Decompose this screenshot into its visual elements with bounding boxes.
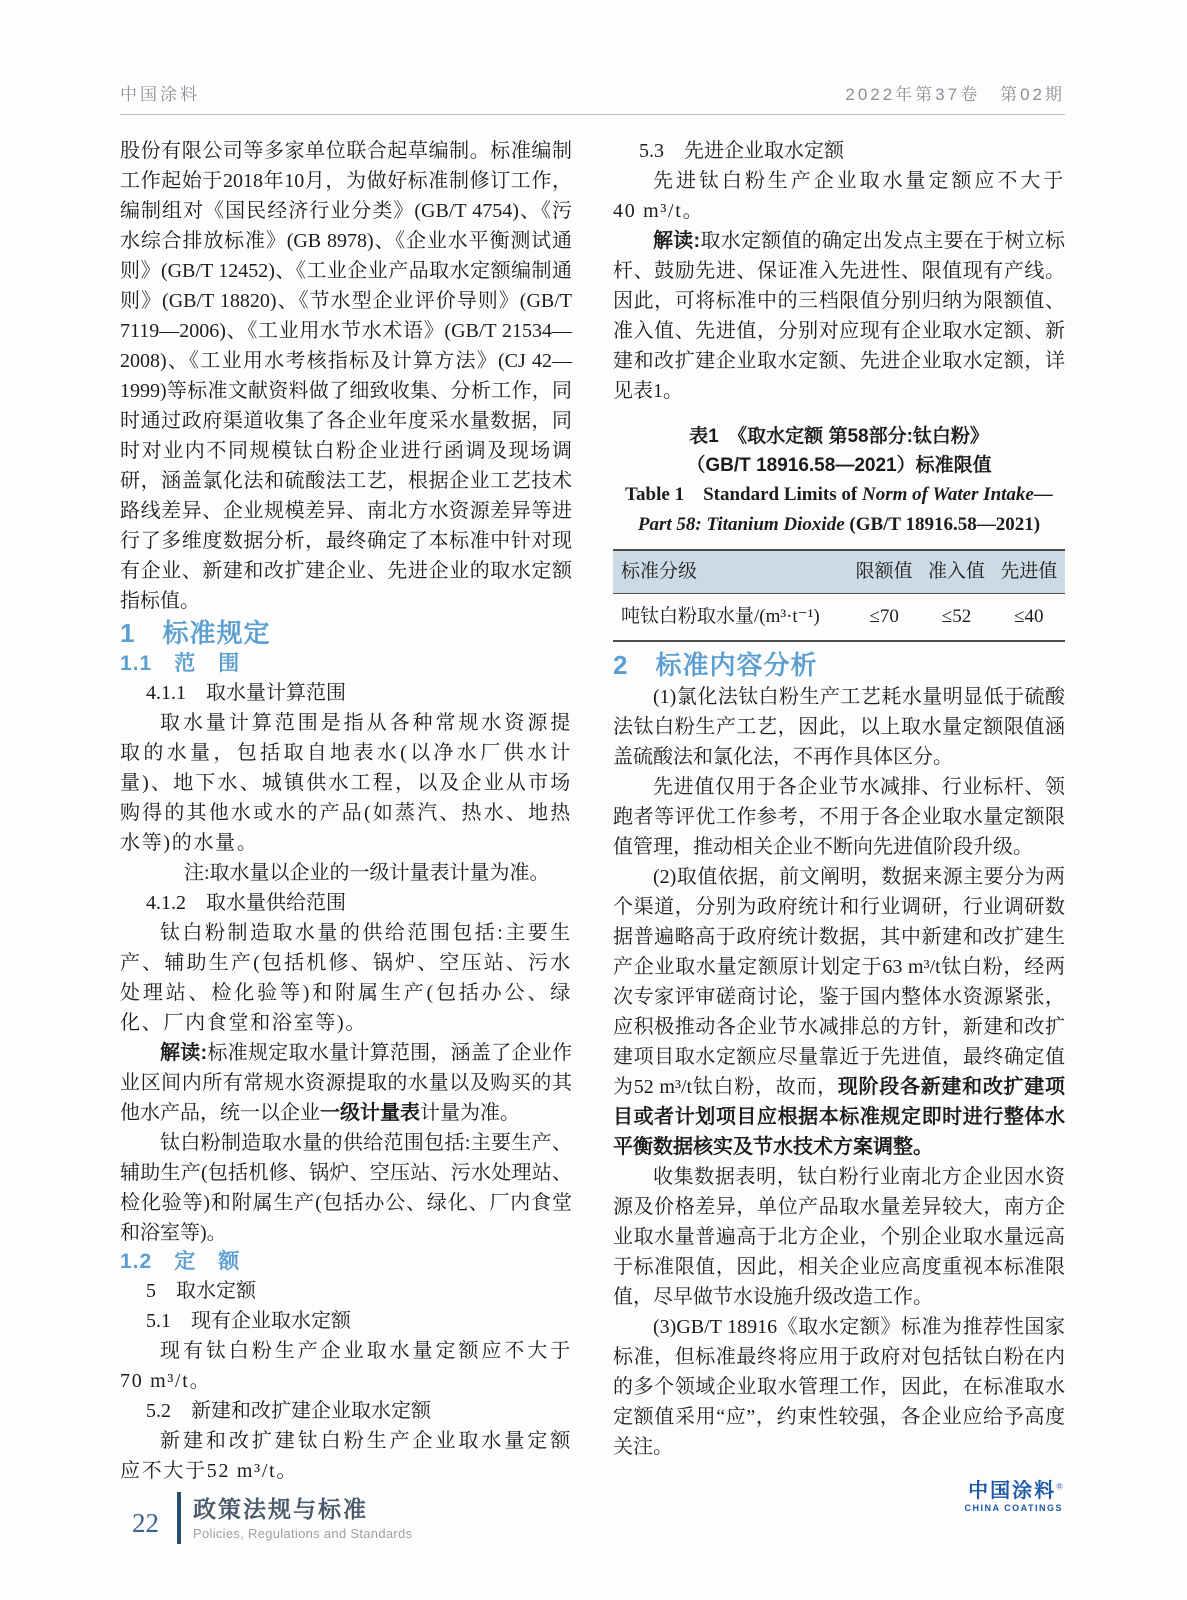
- section-1-1-heading: 1.1 范 围: [120, 652, 241, 675]
- clause-5: 5 取水定额: [146, 1280, 256, 1302]
- interpretation-1: [120, 1038, 572, 1128]
- paragraph-5-2: 新建和改扩建钛白粉生产企业取水量定额应不大于52 m³/t。: [120, 1430, 572, 1482]
- footer-divider: [177, 1492, 181, 1544]
- page-header: [120, 80, 1065, 115]
- section-2-heading: 2 标准内容分析: [613, 650, 818, 680]
- analysis-paragraph-5: (3)GB/T 18916《取水定额》标准为推荐性国家标准，但标准最终将应用于政府对包括钛白粉在内的多个领域企业取水管理工作，因此，在标准取水定额值采用“应”，约束性较强，各企业应给予高度关注。: [613, 1316, 1065, 1458]
- interpretation-2-text: 取水定额值的确定出发点主要在于树立标杆、鼓励先进、保证准入先进性、限值现有产线。因此，可将标准中的三档限值分别归纳为限额值、准入值、先进值，分别对应现有企业取水定额、新建和改扩建企业取水定额、先进企业取水定额，详见表1。: [613, 230, 1065, 402]
- clause-5-2: 5.2 新建和改扩建企业取水定额: [146, 1400, 431, 1422]
- analysis-paragraph-3: [613, 862, 1065, 1162]
- left-column: [120, 136, 572, 1514]
- table-header-cell: 准入值: [920, 550, 992, 594]
- interpretation-1-text-b: 计量为准。: [420, 1102, 520, 1124]
- clause-4-1-2: 4.1.2 取水量供给范围: [146, 892, 346, 914]
- table-row: [613, 594, 1065, 642]
- paragraph-5-1: 现有钛白粉生产企业取水量定额应不大于70 m³/t。: [120, 1340, 572, 1392]
- table-1-title-en: [613, 480, 1065, 540]
- china-coatings-logo: [613, 1480, 1065, 1514]
- standard-limits-table: [613, 549, 1065, 642]
- note-line: 注:取水量以企业的一级计量表计量为准。: [184, 862, 550, 884]
- table-1-title-zh-line1: 表1 《取水定额 第58部分:钛白粉》: [689, 426, 989, 447]
- table-cell: 吨钛白粉取水量/(m³·t⁻¹): [621, 606, 820, 627]
- interpretation-2: [613, 226, 1065, 406]
- article-body: [120, 136, 1065, 1514]
- table-1-block: [613, 422, 1065, 642]
- paragraph-5-3: 先进钛白粉生产企业取水量定额应不大于40 m³/t。: [613, 170, 1065, 222]
- clause-4-1-1: 4.1.1 取水量计算范围: [146, 682, 346, 704]
- table-1-title-zh-line2: （GB/T 18916.58—2021）标准限值: [686, 455, 992, 476]
- paragraph-4-1-1: 取水量计算范围是指从各种常规水资源提取的水量，包括取自地表水(以净水厂供水计量)、地下水、城镇供水工程，以及企业从市场购得的其他水或水的产品(如蒸汽、热水、地热水等)的水量。: [120, 712, 572, 854]
- interpretation-1-text-a: 标准规定取水量计算范围，涵盖了企业作业区间内所有常规水资源提取的水量以及购买的其他水产品，统一以企业: [120, 1042, 572, 1124]
- table-1-title-en-italic: Norm of Water Intake—Part 58: Titanium Dioxide: [637, 484, 1053, 535]
- section-1-2-heading: 1.2 定 额: [120, 1250, 241, 1273]
- paragraph-supply-scope: 钛白粉制造取水量的供给范围包括:主要生产、辅助生产(包括机修、锅炉、空压站、污水处理站、检化验等)和附属生产(包括办公、绿化、厂内食堂和浴室等)。: [120, 1132, 572, 1244]
- issue-info: 2022年第37卷 第02期: [845, 85, 1065, 104]
- page-number: 22: [132, 1507, 159, 1538]
- right-column: [613, 136, 1065, 1514]
- analysis-paragraph-3-bold: 现阶段各新建和改扩建项目或者计划项目应根据本标准规定即时进行整体水平衡数据核实及节水技术方案调整。: [613, 1076, 1066, 1158]
- table-1-title-en-prefix: Table 1 Standard Limits of: [625, 484, 862, 505]
- journal-name: 中国涂料: [120, 85, 200, 104]
- interpretation-label: 解读:: [160, 1042, 208, 1064]
- table-1-title-en-suffix: (GB/T 18916.58—2021): [844, 514, 1041, 535]
- analysis-paragraph-1: (1)氯化法钛白粉生产工艺耗水量明显低于硫酸法钛白粉生产工艺，因此，以上取水量定额限值涵盖硫酸法和氯化法，不再作具体区分。: [613, 686, 1065, 768]
- paragraph-continued: 股份有限公司等多家单位联合起草编制。标准编制工作起始于2018年10月，为做好标准制修订工作，编制组对《国民经济行业分类》(GB/T 4754)、《污水综合排放标准》(GB 8978)、《企业水平衡测试通则》(GB/T 12452)、《工业企业产品取水定额编制通则》(GB/T 18820)、《节水型企业评价导则》(GB/T 7119—2006)、《工业用水节水术语》(GB/T 21534—2008)、《工业用水考核指标及计算方法》(CJ 42—1999)等标准文献资料做了细致收集、分析工作，同时通过政府渠道收集了各企业年度采水量数据，同时对业内不同规模钛白粉企业进行函调及现场调研，涵盖氯化法和硫酸法工艺，根据企业工艺技术路线差异、企业规模差异、南北方水资源差异等进行了多维度数据分析，最终确定了本标准中针对现有企业、新建和改扩建企业、先进企业的取水定额指标值。: [120, 140, 572, 612]
- clause-5-3: 5.3 先进企业取水定额: [639, 140, 844, 162]
- table-header-row: [613, 550, 1065, 594]
- logo-text-zh: 中国涂料: [968, 1480, 1057, 1502]
- interpretation-1-bold: 一级计量表: [320, 1102, 420, 1124]
- table-cell: ≤40: [1014, 606, 1044, 627]
- analysis-paragraph-4: 收集数据表明，钛白粉行业南北方企业因水资源及价格差异，单位产品取水量差异较大，南方企业取水量普遍高于北方企业，个别企业取水量远高于标准限值，因此，相关企业应高度重视本标准限值，尽早做节水设施升级改造工作。: [613, 1166, 1065, 1308]
- analysis-paragraph-3-normal: (2)取值依据，前文阐明，数据来源主要分为两个渠道，分别为政府统计和行业调研，行业调研数据普遍略高于政府统计数据，其中新建和改扩建生产企业取水量定额原计划定于63 m³/t钛白粉，经两次专家评审磋商讨论，鉴于国内整体水资源紧张，应积极推动各企业节水减排总的方针，新建和改扩建项目取水定额应尽量靠近于先进值，最终确定值为52 m³/t钛白粉，故而，: [613, 866, 1065, 1098]
- footer-section-zh: 政策法规与标准: [193, 1495, 368, 1522]
- table-cell: ≤52: [941, 606, 972, 627]
- footer-section-en: Policies, Regulations and Standards: [193, 1525, 413, 1541]
- table-cell: ≤70: [869, 606, 899, 627]
- analysis-paragraph-2: 先进值仅用于各企业节水减排、行业标杆、领跑者等评优工作参考，不用于各企业取水量定额限值管理，推动相关企业不断向先进值阶段升级。: [613, 776, 1065, 858]
- page-footer: [132, 1492, 412, 1544]
- footer-section: [193, 1496, 412, 1541]
- table-header-cell: 限额值: [848, 550, 920, 594]
- registered-mark-icon: ®: [1056, 1481, 1063, 1492]
- table-header-cell: 先进值: [993, 550, 1065, 594]
- logo-text-en: CHINA COATINGS: [964, 1503, 1063, 1513]
- table-header-cell: 标准分级: [613, 550, 848, 594]
- clause-5-1: 5.1 现有企业取水定额: [146, 1310, 351, 1332]
- section-1-heading: 1 标准规定: [120, 618, 271, 648]
- interpretation-label: 解读:: [653, 230, 701, 252]
- paragraph-4-1-2: 钛白粉制造取水量的供给范围包括:主要生产、辅助生产(包括机修、锅炉、空压站、污水处理站、检化验等)和附属生产(包括办公、绿化、厂内食堂和浴室等)。: [120, 922, 572, 1034]
